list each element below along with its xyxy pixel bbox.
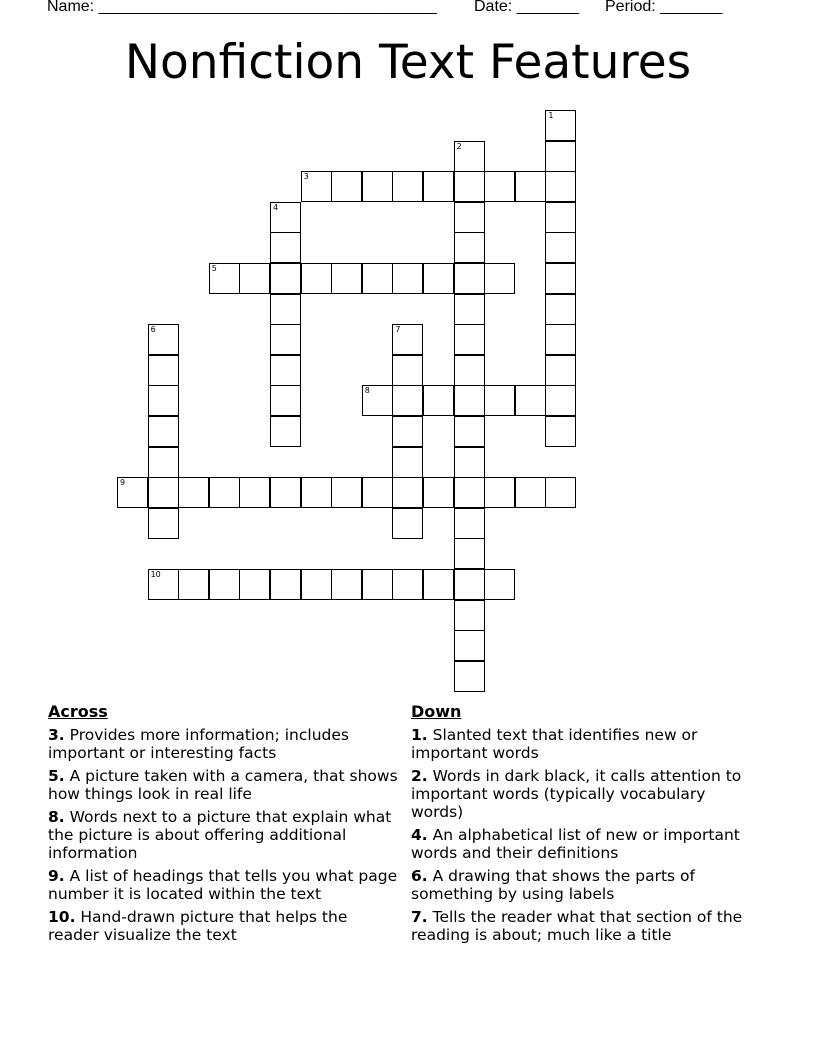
grid-cell[interactable] — [301, 477, 332, 508]
grid-cell[interactable] — [239, 477, 270, 508]
grid-cell[interactable] — [392, 569, 423, 600]
grid-cell[interactable] — [423, 171, 454, 202]
grid-cell[interactable] — [148, 477, 179, 508]
grid-cell[interactable] — [515, 171, 546, 202]
clue-across-10: 10. Hand-drawn picture that helps the reader visualize the text — [48, 908, 348, 944]
grid-cell[interactable] — [209, 569, 240, 600]
grid-cell[interactable] — [454, 263, 485, 294]
clue-number: 10 — [150, 570, 161, 579]
grid-cell[interactable] — [392, 171, 423, 202]
grid-cell[interactable] — [454, 385, 485, 416]
grid-cell[interactable] — [392, 416, 423, 447]
grid-cell[interactable] — [148, 355, 179, 386]
grid-cell[interactable] — [423, 569, 454, 600]
grid-cell[interactable] — [270, 263, 301, 294]
grid-cell[interactable] — [545, 477, 576, 508]
grid-cell[interactable] — [178, 477, 209, 508]
clue-number: 5 — [211, 264, 217, 273]
grid-cell[interactable] — [362, 477, 393, 508]
period-field[interactable]: Period: _______ — [605, 0, 723, 15]
grid-cell[interactable] — [454, 538, 485, 569]
grid-cell[interactable] — [270, 324, 301, 355]
grid-cell[interactable] — [545, 110, 576, 141]
down-clues — [411, 702, 761, 949]
grid-cell[interactable] — [545, 202, 576, 233]
grid-cell[interactable] — [301, 171, 332, 202]
grid-cell[interactable] — [301, 263, 332, 294]
grid-cell[interactable] — [454, 569, 485, 600]
grid-cell[interactable] — [454, 447, 485, 478]
grid-cell[interactable] — [454, 324, 485, 355]
grid-cell[interactable] — [454, 141, 485, 172]
clue-across-9: 9. A list of headings that tells you what page number it is located within the text — [48, 867, 398, 903]
down-heading: Down — [411, 702, 462, 721]
grid-cell[interactable] — [392, 508, 423, 539]
across-heading: Across — [48, 702, 108, 721]
clue-across-3: 3. Provides more information; includes important or interesting facts — [48, 726, 349, 762]
clue-across-5: 5. A picture taken with a camera, that shows how things look in real life — [48, 767, 398, 803]
grid-cell[interactable] — [270, 294, 301, 325]
grid-cell[interactable] — [545, 141, 576, 172]
clue-number: 3 — [303, 172, 309, 182]
grid-cell[interactable] — [148, 324, 179, 355]
grid-cell[interactable] — [148, 416, 179, 447]
grid-cell[interactable] — [454, 171, 485, 202]
grid-cell[interactable] — [454, 355, 485, 386]
grid-cell[interactable] — [454, 232, 485, 263]
grid-cell[interactable] — [545, 294, 576, 325]
clue-number: 1 — [548, 111, 554, 120]
grid-cell[interactable] — [545, 416, 576, 447]
grid-cell[interactable] — [148, 447, 179, 478]
clue-down-7: 7. Tells the reader what that section of the reading is about; much like a title — [411, 908, 743, 944]
grid-cell[interactable] — [484, 263, 515, 294]
grid-cell[interactable] — [362, 263, 393, 294]
grid-cell[interactable] — [331, 569, 362, 600]
grid-cell[interactable] — [545, 171, 576, 202]
grid-cell[interactable] — [454, 294, 485, 325]
grid-cell[interactable] — [209, 477, 240, 508]
clue-down-4: 4. An alphabetical list of new or important words and their definitions — [411, 826, 740, 862]
grid-cell[interactable] — [301, 569, 332, 600]
grid-cell[interactable] — [454, 508, 485, 539]
grid-cell[interactable] — [454, 202, 485, 233]
grid-cell[interactable] — [392, 355, 423, 386]
grid-cell[interactable] — [545, 355, 576, 386]
grid-cell[interactable] — [148, 508, 179, 539]
clue-number: 6 — [150, 325, 156, 335]
grid-cell[interactable] — [515, 385, 546, 416]
grid-cell[interactable] — [178, 569, 209, 600]
clue-number: 9 — [120, 478, 126, 488]
grid-cell[interactable] — [331, 171, 362, 202]
clue-number: 8 — [364, 386, 370, 396]
clue-across-8: 8. Words next to a picture that explain what the picture is about offering additional information — [48, 808, 392, 862]
grid-cell[interactable] — [484, 569, 515, 600]
grid-cell[interactable] — [545, 232, 576, 263]
grid-cell[interactable] — [484, 477, 515, 508]
page-title: Nonfiction Text Features — [124, 35, 692, 90]
across-clues — [48, 702, 398, 949]
grid-cell[interactable] — [270, 232, 301, 263]
grid-cell[interactable] — [392, 385, 423, 416]
clue-number: 2 — [456, 141, 462, 151]
clue-down-1: 1. Slanted text that identifies new or important words — [411, 726, 698, 762]
date-field[interactable]: Date: _______ — [474, 0, 579, 15]
grid-cell[interactable] — [454, 416, 485, 447]
grid-cell[interactable] — [545, 385, 576, 416]
grid-cell[interactable] — [270, 202, 301, 233]
grid-cell[interactable] — [484, 385, 515, 416]
grid-cell[interactable] — [454, 661, 485, 692]
grid-cell[interactable] — [148, 385, 179, 416]
grid-cell[interactable] — [484, 171, 515, 202]
grid-cell[interactable] — [545, 263, 576, 294]
grid-cell[interactable] — [270, 569, 301, 600]
grid-cell[interactable] — [362, 569, 393, 600]
clue-down-2: 2. Words in dark black, it calls attention to important words (typically vocabulary words) — [411, 767, 742, 821]
grid-cell[interactable] — [148, 569, 179, 600]
grid-cell[interactable] — [331, 263, 362, 294]
grid-cell[interactable] — [209, 263, 240, 294]
grid-cell[interactable] — [117, 477, 148, 508]
grid-cell[interactable] — [239, 263, 270, 294]
clue-down-6: 6. A drawing that shows the parts of something by using labels — [411, 867, 695, 903]
grid-cell[interactable] — [239, 569, 270, 600]
grid-cell[interactable] — [423, 477, 454, 508]
grid-cell[interactable] — [270, 355, 301, 386]
clue-number: 4 — [273, 202, 279, 212]
grid-cell[interactable] — [454, 600, 485, 631]
grid-cell[interactable] — [362, 385, 393, 416]
name-field[interactable]: Name: ______________________________________ — [47, 0, 437, 15]
grid-cell[interactable] — [392, 447, 423, 478]
grid-cell[interactable] — [545, 324, 576, 355]
grid-cell[interactable] — [270, 477, 301, 508]
grid-cell[interactable] — [392, 263, 423, 294]
grid-cell[interactable] — [423, 385, 454, 416]
grid-cell[interactable] — [392, 324, 423, 355]
grid-cell[interactable] — [423, 263, 454, 294]
grid-cell[interactable] — [515, 477, 546, 508]
grid-cell[interactable] — [270, 416, 301, 447]
grid-cell[interactable] — [331, 477, 362, 508]
clue-number: 7 — [395, 325, 401, 335]
grid-cell[interactable] — [454, 477, 485, 508]
grid-cell[interactable] — [270, 385, 301, 416]
grid-cell[interactable] — [362, 171, 393, 202]
grid-cell[interactable] — [454, 630, 485, 661]
grid-cell[interactable] — [392, 477, 423, 508]
